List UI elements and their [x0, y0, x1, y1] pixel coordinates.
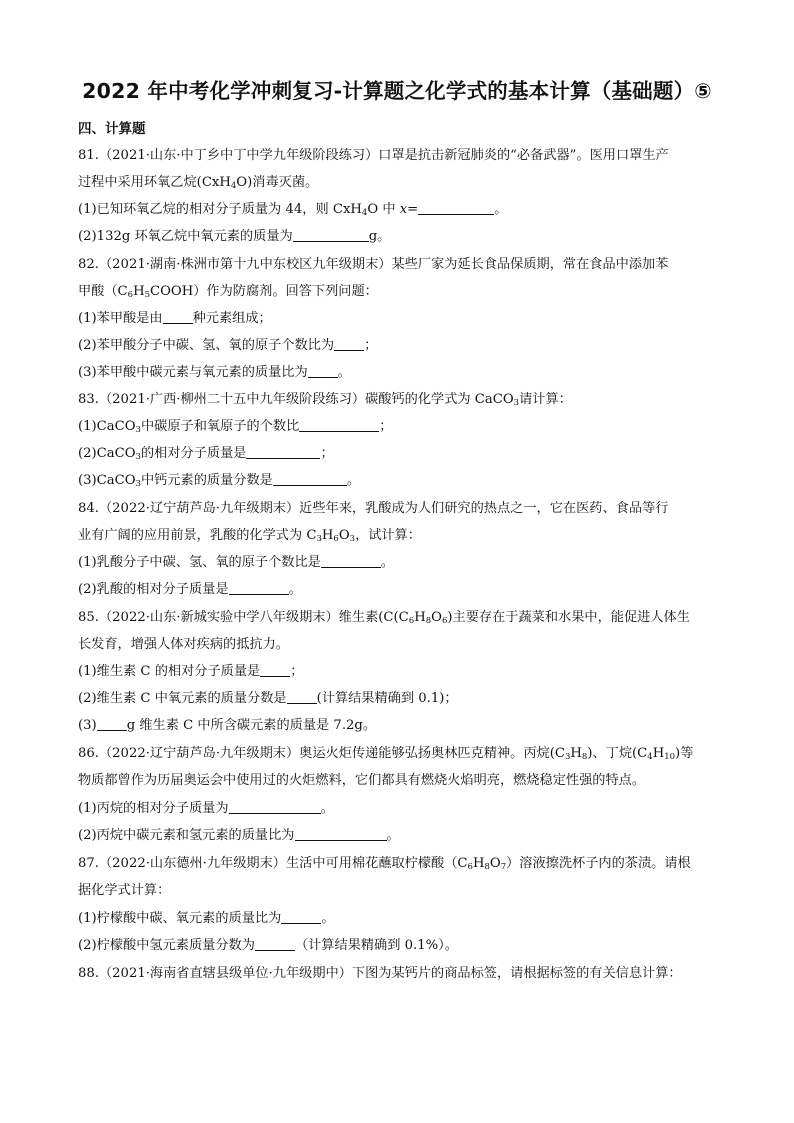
q81-stem-line1: [78, 147, 728, 165]
answer-blank[interactable]: [334, 337, 364, 351]
answer-blank[interactable]: [273, 472, 347, 486]
q83-sub2: (2)CaCO$_3$的相对分子质量是 ；: [78, 446, 334, 462]
q87-sub2: (2)柠檬酸中氢元素质量分数为 （计算结果精确到 0.1%）。: [78, 938, 458, 953]
answer-blank[interactable]: [287, 690, 317, 704]
q84-sub2: (2)乳酸的相对分子质量是 。: [78, 582, 302, 597]
q84-sub1: (1)乳酸分子中碳、氢、氧的原子个数比是 。: [78, 555, 395, 570]
answer-blank[interactable]: [281, 910, 321, 924]
q88-stem-line1: 88.（2021·海南省直辖县级单位·九年级期中）下图为某钙片的商品标签，请根据标签的有关信息计算：: [78, 966, 682, 981]
q82-sub1: (1)苯甲酸是由 种元素组成；: [78, 311, 272, 326]
answer-blank[interactable]: [229, 800, 321, 814]
q85-sub3: (3) g 维生素 C 中所含碳元素的质量是 7.2g。: [78, 718, 377, 733]
answer-blank[interactable]: [246, 445, 320, 459]
q83-sub3: (3)CaCO$_3$中钙元素的质量分数是 。: [78, 473, 361, 489]
q82-stem-line1: 82.（2021·湖南·株洲市第十九中东校区九年级期末）某些厂家为延长食品保质期，常在食品中添加苯: [78, 257, 669, 272]
q85-stem-line2: 长发育，增强人体对疾病的抵抗力。: [78, 637, 289, 652]
q83-sub1: (1)CaCO$_3$中碳原子和氧原子的个数比 ；: [78, 419, 393, 435]
answer-blank[interactable]: [97, 717, 127, 731]
q82-stem-line2: 甲酸$(C_6H_5COOH)$作为防腐剂。回答下列问题：: [78, 284, 378, 300]
answer-blank[interactable]: [295, 827, 387, 841]
answer-blank[interactable]: [293, 228, 369, 242]
q86-stem-line2: 物质都曾作为历届奥运会中使用过的火炬燃料，它们都具有燃烧火焰明亮，燃烧稳定性强的特点。: [78, 773, 646, 788]
section-heading: 四、计算题: [78, 121, 146, 137]
answer-blank[interactable]: [418, 201, 494, 215]
q86-stem-line1: 86.（2022·辽宁葫芦岛·九年级期末）奥运火炬传递能够弘扬奥林匹克精神。丙烷$(C_3H_8)$、丁烷$(C_4H_{10})$等: [78, 746, 694, 762]
q87-stem-line2: 据化学式计算：: [78, 883, 171, 898]
q82-sub2: (2)苯甲酸分子中碳、氢、氧的原子个数比为 ；: [78, 338, 378, 353]
q86-sub1: (1)丙烷的相对分子质量为 。: [78, 801, 334, 816]
q85-sub1: (1)维生素 C 的相对分子质量是 ；: [78, 664, 304, 679]
q86-sub2: (2)丙烷中碳元素和氢元素的质量比为 。: [78, 828, 400, 843]
q85-stem-line1: 85.（2022·山东·新城实验中学八年级期末）维生素($C(C_6H_8O_6)$主要存在于蔬菜和水果中，能促进人体生: [78, 610, 690, 626]
q84-stem-line1: 84.（2022·辽宁葫芦岛·九年级期末）近些年来，乳酸成为人们研究的热点之一，它在医药、食品等行: [78, 501, 669, 516]
q82-sub3: (3)苯甲酸中碳元素与氧元素的质量比为 。: [78, 365, 351, 380]
page-title: 2022 年中考化学冲刺复习-计算题之化学式的基本计算（基础题）⑤: [82, 79, 712, 103]
answer-blank[interactable]: [255, 937, 295, 951]
q81-stem-text: 81.（2021·山东·中丁乡中丁中学九年级阶段练习）口罩是抗击新冠肺炎的“必备武器”。医用口罩生产: [78, 148, 669, 163]
q81-sub1: (1)已知环氧乙烷的相对分子质量为 44，则 CxH$_4$O 中 x= 。: [78, 202, 508, 218]
answer-blank[interactable]: [229, 581, 289, 595]
answer-blank[interactable]: [308, 364, 338, 378]
q81-stem-line2: 过程中采用环氧乙烷(CxH$_4$O)消毒灭菌。: [78, 175, 319, 191]
answer-blank[interactable]: [163, 310, 193, 324]
q87-stem-line1: 87.（2022·山东德州·九年级期末）生活中可用棉花蘸取柠檬酸$(C_6H_8O_7)$溶液擦洗杯子内的茶渍。请根: [78, 856, 691, 872]
answer-blank[interactable]: [321, 554, 381, 568]
q87-sub1: (1)柠檬酸中碳、氧元素的质量比为 。: [78, 911, 335, 926]
q83-stem-line1: 83.（2021·广西·柳州二十五中九年级阶段练习）碳酸钙的化学式为 CaCO$_3$请计算：: [78, 392, 572, 408]
answer-blank[interactable]: [260, 663, 290, 677]
q81-sub2: (2)132g 环氧乙烷中氧元素的质量为 g。: [78, 229, 391, 244]
answer-blank[interactable]: [299, 418, 379, 432]
q85-sub2: (2)维生素 C 中氧元素的质量分数是 (计算结果精确到 0.1)；: [78, 691, 458, 706]
q84-stem-line2: 业有广阔的应用前景，乳酸的化学式为 $C_3H_6O_3$，试计算：: [78, 528, 421, 544]
